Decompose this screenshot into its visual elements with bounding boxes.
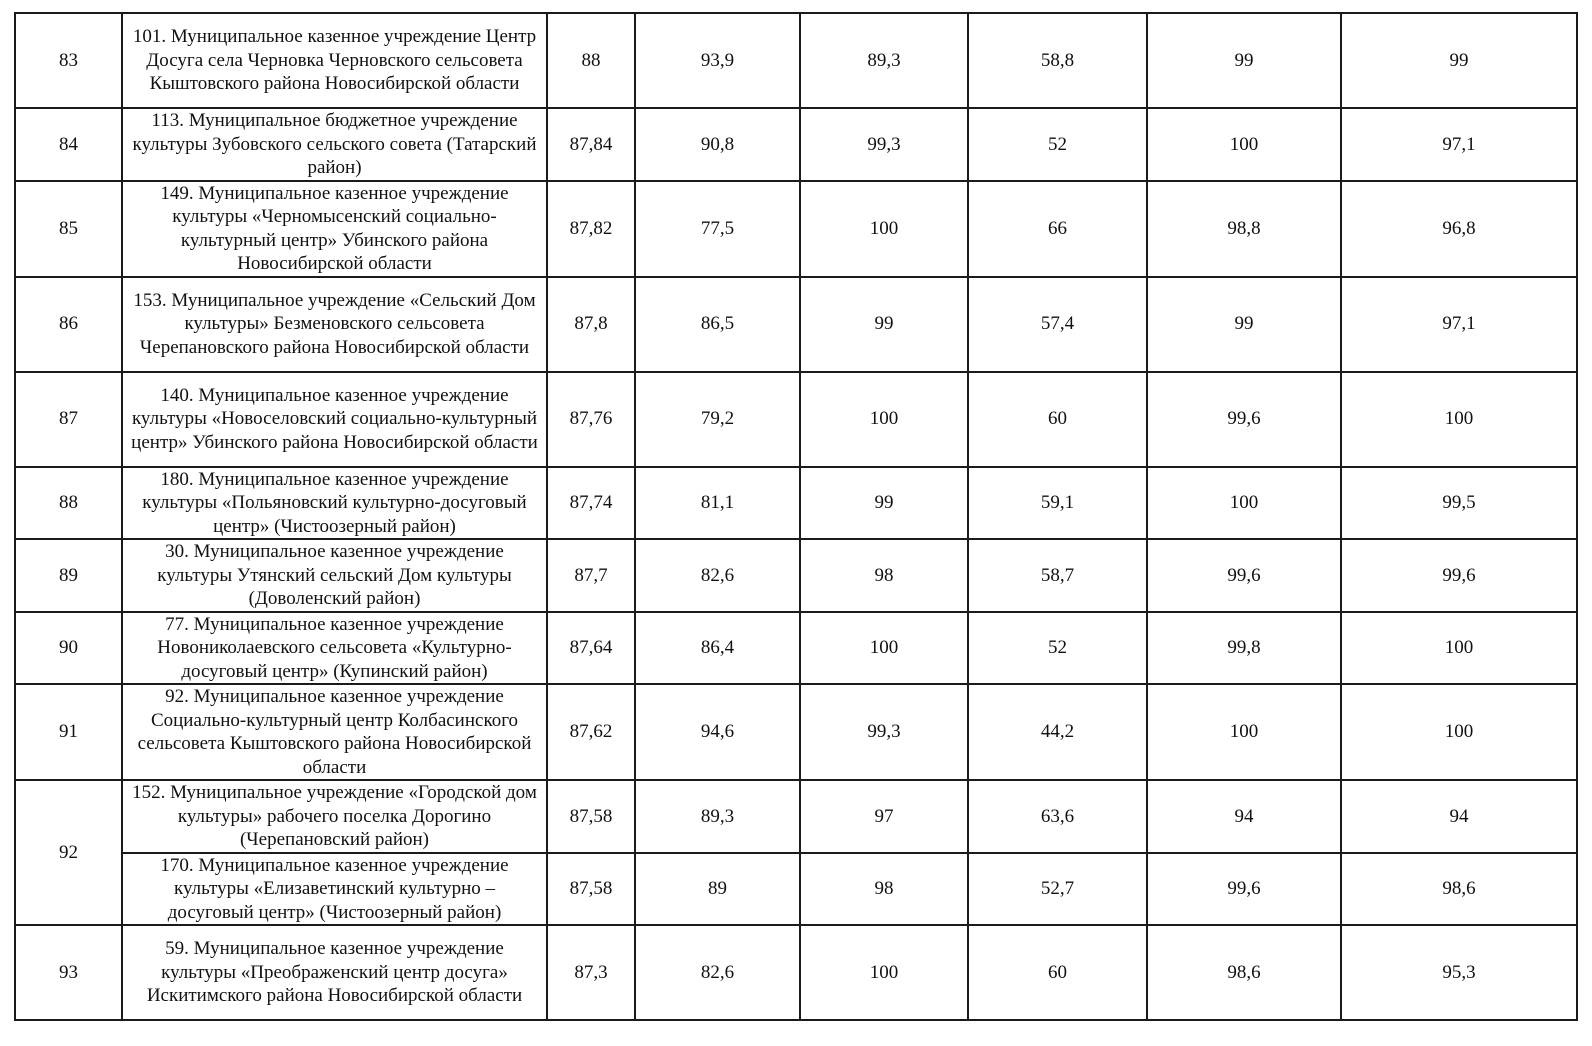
institution-name-cell: 92. Муниципальное казенное учреждение Социально-культурный центр Колбасинского сельсовета Кыштовского района Новосибирской области [122, 684, 547, 780]
score-cell-5: 99,6 [1147, 372, 1341, 467]
score-cell-2: 81,1 [635, 467, 800, 540]
score-cell-3: 100 [800, 612, 968, 685]
rank-cell: 87 [15, 372, 122, 467]
score-cell-3: 97 [800, 780, 968, 853]
institution-name-cell: 101. Муниципальное казенное учреждение Центр Досуга села Черновка Черновского сельсовета Кыштовского района Новосибирской области [122, 13, 547, 108]
score-cell-2: 89 [635, 853, 800, 926]
score-cell-1: 87,64 [547, 612, 635, 685]
table-row [15, 684, 1577, 780]
score-cell-5: 99,8 [1147, 612, 1341, 685]
score-cell-1: 87,82 [547, 181, 635, 277]
score-cell-3: 100 [800, 181, 968, 277]
score-cell-6: 95,3 [1341, 925, 1577, 1020]
score-cell-6: 100 [1341, 612, 1577, 685]
table-row [15, 372, 1577, 467]
institution-name-cell: 59. Муниципальное казенное учреждение культуры «Преображенский центр досуга» Искитимского района Новосибирской области [122, 925, 547, 1020]
score-cell-5: 98,8 [1147, 181, 1341, 277]
institution-name-cell: 153. Муниципальное учреждение «Сельский Дом культуры» Безменовского сельсовета Черепановского района Новосибирской области [122, 277, 547, 372]
score-cell-4: 60 [968, 372, 1147, 467]
score-cell-1: 87,3 [547, 925, 635, 1020]
rank-cell: 92 [15, 780, 122, 925]
score-cell-4: 52,7 [968, 853, 1147, 926]
score-cell-4: 59,1 [968, 467, 1147, 540]
score-cell-1: 88 [547, 13, 635, 108]
score-cell-6: 96,8 [1341, 181, 1577, 277]
rank-cell: 86 [15, 277, 122, 372]
score-cell-3: 98 [800, 539, 968, 612]
rank-cell: 84 [15, 108, 122, 181]
score-cell-4: 44,2 [968, 684, 1147, 780]
score-cell-6: 100 [1341, 372, 1577, 467]
score-cell-4: 58,7 [968, 539, 1147, 612]
institution-name-cell: 30. Муниципальное казенное учреждение культуры Утянский сельский Дом культуры (Доволенский район) [122, 539, 547, 612]
table-row [15, 13, 1577, 108]
score-cell-2: 86,5 [635, 277, 800, 372]
score-cell-4: 58,8 [968, 13, 1147, 108]
score-cell-4: 57,4 [968, 277, 1147, 372]
score-cell-5: 99,6 [1147, 539, 1341, 612]
score-cell-1: 87,8 [547, 277, 635, 372]
score-cell-6: 99,5 [1341, 467, 1577, 540]
institution-name-cell: 149. Муниципальное казенное учреждение культуры «Черномысенский социально-культурный центр» Убинского района Новосибирской области [122, 181, 547, 277]
rank-cell: 85 [15, 181, 122, 277]
rank-cell: 83 [15, 13, 122, 108]
score-cell-3: 99,3 [800, 684, 968, 780]
rank-cell: 88 [15, 467, 122, 540]
score-cell-3: 99 [800, 467, 968, 540]
score-cell-6: 98,6 [1341, 853, 1577, 926]
institution-name-cell: 170. Муниципальное казенное учреждение культуры «Елизаветинский культурно – досуговый центр» (Чистоозерный район) [122, 853, 547, 926]
score-cell-4: 60 [968, 925, 1147, 1020]
score-cell-4: 63,6 [968, 780, 1147, 853]
score-cell-2: 82,6 [635, 925, 800, 1020]
score-cell-1: 87,84 [547, 108, 635, 181]
score-cell-3: 100 [800, 372, 968, 467]
table-body [15, 13, 1577, 1020]
score-cell-5: 94 [1147, 780, 1341, 853]
institution-name-cell: 113. Муниципальное бюджетное учреждение культуры Зубовского сельского совета (Татарский район) [122, 108, 547, 181]
score-cell-2: 94,6 [635, 684, 800, 780]
table-row [15, 108, 1577, 181]
table-row [15, 277, 1577, 372]
score-cell-2: 90,8 [635, 108, 800, 181]
score-cell-4: 52 [968, 108, 1147, 181]
rank-cell: 89 [15, 539, 122, 612]
table-row [15, 612, 1577, 685]
institution-name-cell: 180. Муниципальное казенное учреждение культуры «Польяновский культурно-досуговый центр» (Чистоозерный район) [122, 467, 547, 540]
score-cell-5: 98,6 [1147, 925, 1341, 1020]
score-cell-1: 87,7 [547, 539, 635, 612]
institution-name-cell: 77. Муниципальное казенное учреждение Новониколаевского сельсовета «Культурно-досуговый центр» (Купинский район) [122, 612, 547, 685]
score-cell-3: 99,3 [800, 108, 968, 181]
score-cell-3: 100 [800, 925, 968, 1020]
score-cell-2: 86,4 [635, 612, 800, 685]
score-cell-6: 99 [1341, 13, 1577, 108]
score-cell-5: 99,6 [1147, 853, 1341, 926]
score-cell-6: 94 [1341, 780, 1577, 853]
score-cell-5: 100 [1147, 108, 1341, 181]
score-cell-1: 87,76 [547, 372, 635, 467]
score-cell-3: 99 [800, 277, 968, 372]
score-cell-4: 66 [968, 181, 1147, 277]
score-cell-2: 82,6 [635, 539, 800, 612]
score-cell-5: 99 [1147, 277, 1341, 372]
table-row [15, 853, 1577, 926]
score-cell-6: 97,1 [1341, 277, 1577, 372]
score-cell-2: 79,2 [635, 372, 800, 467]
score-cell-6: 99,6 [1341, 539, 1577, 612]
rank-cell: 91 [15, 684, 122, 780]
institution-name-cell: 140. Муниципальное казенное учреждение культуры «Новоселовский социально-культурный центр» Убинского района Новосибирской области [122, 372, 547, 467]
rank-cell: 93 [15, 925, 122, 1020]
score-cell-1: 87,58 [547, 780, 635, 853]
table-row [15, 181, 1577, 277]
score-cell-4: 52 [968, 612, 1147, 685]
score-cell-2: 89,3 [635, 780, 800, 853]
score-cell-5: 99 [1147, 13, 1341, 108]
score-cell-2: 77,5 [635, 181, 800, 277]
table-row [15, 467, 1577, 540]
table-row [15, 925, 1577, 1020]
score-cell-1: 87,74 [547, 467, 635, 540]
table-row [15, 539, 1577, 612]
score-cell-5: 100 [1147, 684, 1341, 780]
rating-table [14, 12, 1578, 1021]
score-cell-1: 87,58 [547, 853, 635, 926]
score-cell-3: 89,3 [800, 13, 968, 108]
institution-name-cell: 152. Муниципальное учреждение «Городской дом культуры» рабочего поселка Дорогино (Черепановский район) [122, 780, 547, 853]
rank-cell: 90 [15, 612, 122, 685]
score-cell-6: 100 [1341, 684, 1577, 780]
score-cell-6: 97,1 [1341, 108, 1577, 181]
score-cell-5: 100 [1147, 467, 1341, 540]
score-cell-3: 98 [800, 853, 968, 926]
score-cell-1: 87,62 [547, 684, 635, 780]
table-row [15, 780, 1577, 853]
score-cell-2: 93,9 [635, 13, 800, 108]
